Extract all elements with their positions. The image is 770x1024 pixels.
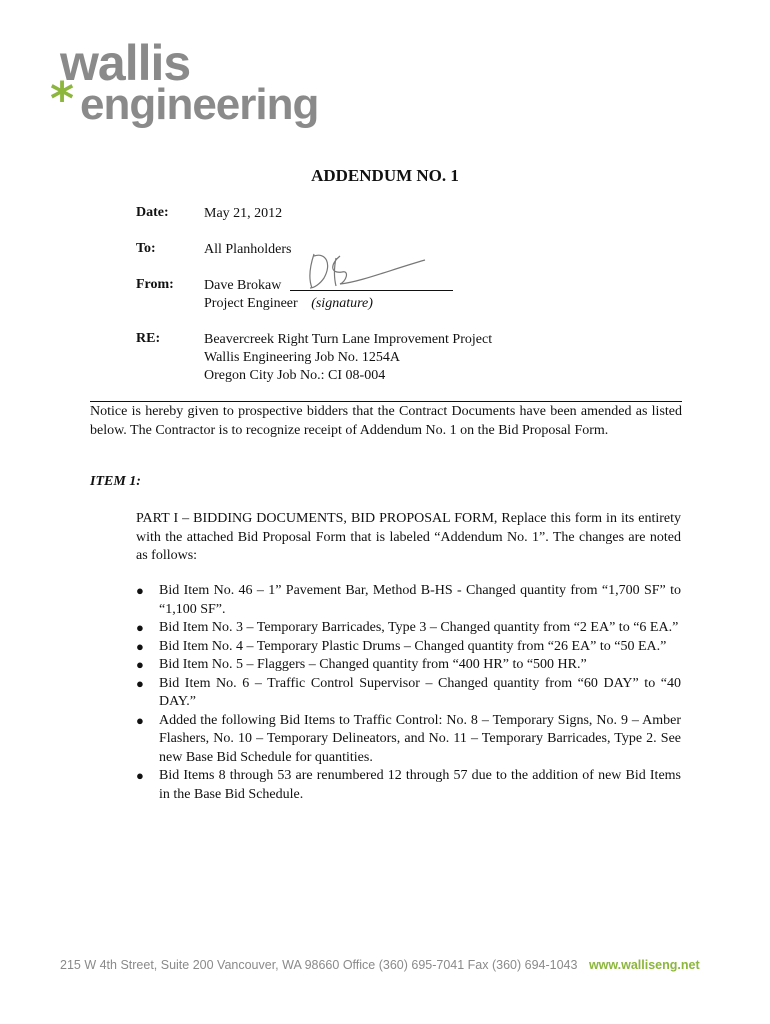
to-value: All Planholders: [204, 242, 292, 257]
list-item: [136, 619, 681, 638]
change-list: [136, 582, 681, 804]
list-item: [136, 675, 681, 712]
re-line-3: Oregon City Job No.: CI 08-004: [204, 368, 386, 383]
from-name: Dave Brokaw: [204, 278, 282, 293]
signature-caption: (signature): [311, 296, 373, 311]
item-1-intro: PART I – BIDDING DOCUMENTS, BID PROPOSAL FORM, Replace this form in its entirety with the attached Bid Proposal Form that is labeled “Addendum No. 1”. The changes are noted as follows:: [136, 511, 681, 563]
re-line-2: Wallis Engineering Job No. 1254A: [204, 350, 401, 365]
logo-asterisk-icon: *: [50, 72, 75, 126]
from-title: [204, 295, 373, 313]
list-item-text: Added the following Bid Items to Traffic Control: No. 8 – Temporary Signs, No. 9 – Amber Flashers, No. 10 – Temporary Delineators, and No. 11 – Temporary Barricades, Type 2. See new Base Bid Schedule for quantities.: [159, 712, 681, 765]
bullet-icon: ●: [136, 657, 144, 672]
list-item: [136, 656, 681, 675]
list-item-text: Bid Item No. 4 – Temporary Plastic Drums – Changed quantity from “26 EA” to “50 EA.”: [159, 638, 667, 654]
list-item-text: Bid Item No. 5 – Flaggers – Changed quantity from “400 HR” to “500 HR.”: [159, 657, 587, 672]
notice-paragraph: Notice is hereby given to prospective bidders that the Contract Documents have been amended as listed below. The Contractor is to recognize receipt of Addendum No. 1 on the Bid Proposal Form.: [90, 404, 682, 438]
list-item-text: Bid Item No. 46 – 1” Pavement Bar, Method B-HS - Changed quantity from “1,700 SF” to “1,100 SF”.: [159, 583, 681, 617]
from-title-text: Project Engineer: [204, 296, 298, 311]
list-item: [136, 767, 681, 804]
bullet-icon: ●: [136, 583, 144, 598]
list-item: [136, 638, 681, 657]
date-value: May 21, 2012: [204, 206, 283, 221]
list-item: [136, 582, 681, 619]
bullet-icon: ●: [136, 638, 144, 654]
to-label: To:: [136, 241, 156, 256]
date-label: Date:: [136, 205, 169, 220]
page-footer: [60, 958, 710, 972]
bullet-icon: ●: [136, 712, 144, 728]
bullet-icon: ●: [136, 768, 144, 783]
logo-wordmark-wallis: wallis: [60, 35, 191, 91]
company-logo: [50, 35, 319, 140]
logo-wordmark-engineering: engineering: [80, 80, 319, 129]
footer-website-link[interactable]: www.walliseng.net: [588, 958, 700, 972]
re-label: RE:: [136, 331, 161, 346]
list-item: [136, 712, 681, 768]
horizontal-divider: [90, 401, 682, 402]
footer-address: 215 W 4th Street, Suite 200 Vancouver, WA 98660 Office (360) 695-7041 Fax (360) 694-1043: [60, 958, 578, 972]
document-title: ADDENDUM NO. 1: [311, 166, 459, 185]
bullet-icon: ●: [136, 620, 144, 635]
list-item-text: Bid Items 8 through 53 are renumbered 12 through 57 due to the addition of new Bid Items in the Base Bid Schedule.: [159, 768, 681, 802]
handwritten-signature: [300, 244, 430, 294]
list-item-text: Bid Item No. 6 – Traffic Control Supervisor – Changed quantity from “60 DAY” to “40 DAY.”: [159, 675, 681, 709]
list-item-text: Bid Item No. 3 – Temporary Barricades, Type 3 – Changed quantity from “2 EA” to “6 EA.”: [159, 620, 679, 635]
from-label: From:: [136, 277, 174, 292]
re-line-1: Beavercreek Right Turn Lane Improvement Project: [204, 332, 493, 347]
item-1-heading: ITEM 1:: [90, 474, 141, 489]
bullet-icon: ●: [136, 675, 144, 691]
